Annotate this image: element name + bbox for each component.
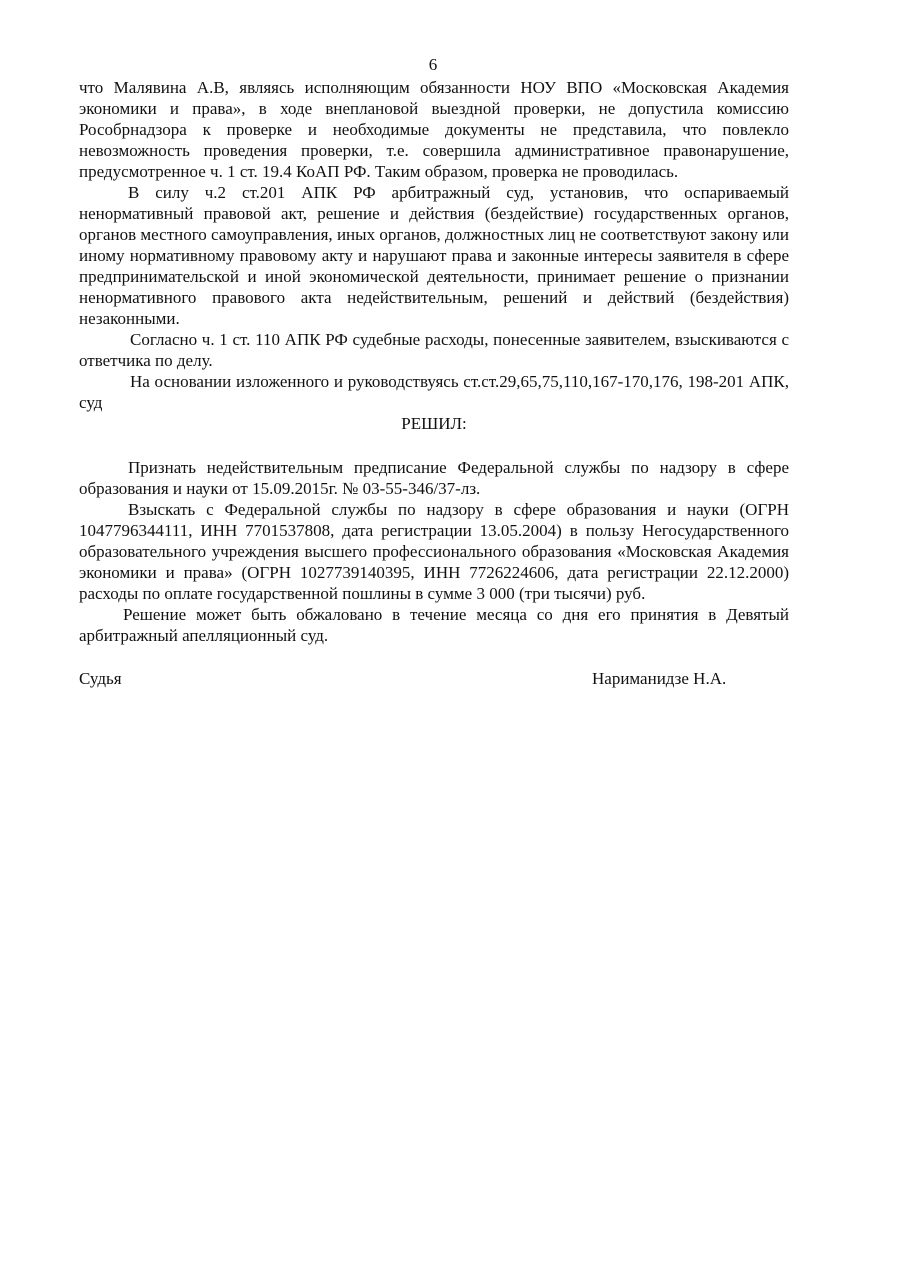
decision-invalidate: Признать недействительным предписание Федеральной службы по надзору в сфере образования и науки от 15.09.2015г. № 03-55-346/37-лз. bbox=[79, 458, 789, 498]
decision-appeal: Решение может быть обжаловано в течение месяца со дня его принятия в Девятый арбитражный апелляционный суд. bbox=[79, 605, 789, 645]
paragraph-violation: что Малявина А.В, являясь исполняющим обязанности НОУ ВПО «Московская Академия экономики и права», в ходе внеплановой выездной проверки, не допустила комиссию Рособрнадзора к проверке и необходимые документы не представила, что повлекло невозможность проведения проверки, т.е. совершила административное правонарушение, предусмотренное ч. 1 ст. 19.4 КоАП РФ. Таким образом, проверка не проводилась. bbox=[79, 78, 789, 181]
paragraph-legal-basis: В силу ч.2 ст.201 АПК РФ арбитражный суд, установив, что оспариваемый ненормативный правовой акт, решение и действия (бездействие) государственных органов, органов местного самоуправления, иных органов, должностных лиц не соответствуют закону или иному нормативному правовому акту и нарушают права и законные интересы заявителя в сфере предпринимательской и иной экономической деятельности, принимает решение о признании ненормативного правового акта недействительным, решений и действий (бездействия) незаконными. bbox=[79, 183, 789, 328]
paragraph-grounds: На основании изложенного и руководствуясь ст.ст.29,65,75,110,167-170,176, 198-201 АПК, суд bbox=[79, 372, 789, 412]
spacer bbox=[79, 434, 789, 457]
decision-heading: РЕШИЛ: bbox=[401, 414, 467, 433]
signature-block bbox=[79, 668, 789, 689]
judge-title: Судья bbox=[79, 669, 122, 688]
document-body bbox=[79, 77, 789, 689]
decision-recover-costs: Взыскать с Федеральной службы по надзору в сфере образования и науки (ОГРН 1047796344111, ИНН 7701537808, дата регистрации 13.05.2004) в пользу Негосударственного образовательного учреждения высшего профессионального образования «Московская Академия экономики и права» (ОГРН 1027739140395, ИНН 7726224606, дата регистрации 22.12.2000) расходы по оплате государственной пошлины в сумме 3 000 (три тысячи) руб. bbox=[79, 500, 789, 603]
page-number: 6 bbox=[428, 55, 438, 74]
judge-name: Нариманидзе Н.А. bbox=[592, 669, 727, 688]
paragraph-court-costs: Согласно ч. 1 ст. 110 АПК РФ судебные расходы, понесенные заявителем, взыскиваются с ответчика по делу. bbox=[79, 330, 789, 370]
spacer bbox=[79, 646, 789, 668]
